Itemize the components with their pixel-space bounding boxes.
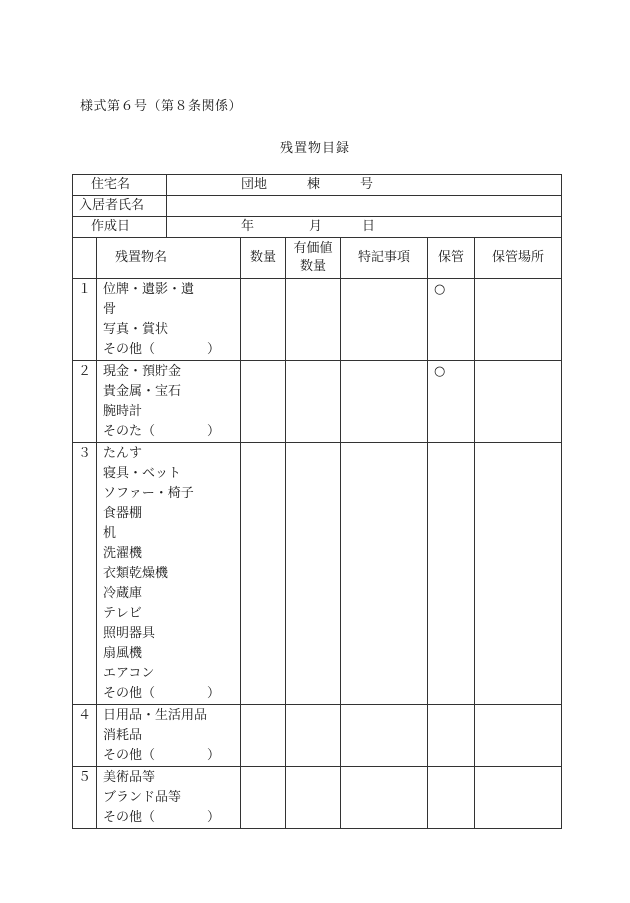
notes-cell[interactable] <box>341 361 428 443</box>
date-value[interactable] <box>167 217 562 238</box>
valued-qty-column-header <box>286 238 341 279</box>
category-row-2 <box>73 361 562 443</box>
date-label: 作成日 <box>73 217 167 238</box>
gou-label: 号 <box>360 177 374 192</box>
qty-cell[interactable] <box>241 705 286 767</box>
qty-column-header: 数量 <box>241 238 286 279</box>
date-row <box>73 217 562 238</box>
document-title: 残置物目録 <box>279 141 350 156</box>
place-column-header: 保管場所 <box>475 238 562 279</box>
qty-cell[interactable] <box>241 279 286 361</box>
item-label: 机 <box>103 526 117 541</box>
item-label: ブランド品等 <box>103 790 182 805</box>
mune-label: 棟 <box>307 177 321 192</box>
keep-cell[interactable] <box>428 279 475 361</box>
item-label: 食器棚 <box>103 506 143 521</box>
item-label: 洗濯機 <box>103 546 143 561</box>
category-number: ３ <box>73 443 97 705</box>
keep-mark: ○ <box>434 282 446 297</box>
occupant-row <box>73 196 562 217</box>
qty-cell[interactable] <box>241 443 286 705</box>
item-label: その他（ ） <box>103 342 221 357</box>
item-label: 照明器具 <box>103 626 156 641</box>
notes-cell[interactable] <box>341 279 428 361</box>
category-row-5 <box>73 767 562 829</box>
place-cell[interactable] <box>475 361 562 443</box>
place-cell[interactable] <box>475 443 562 705</box>
item-label: その他（ ） <box>103 810 221 825</box>
month-label: 月 <box>309 219 323 234</box>
keep-cell[interactable] <box>428 705 475 767</box>
category-items <box>97 767 241 829</box>
valued-qty-cell[interactable] <box>286 279 341 361</box>
place-cell[interactable] <box>475 279 562 361</box>
item-label: 骨 <box>103 302 117 317</box>
keep-cell[interactable] <box>428 443 475 705</box>
occupant-label: 入居者氏名 <box>73 196 167 217</box>
number-column-header <box>73 238 97 279</box>
valued-qty-cell[interactable] <box>286 705 341 767</box>
valued-qty-cell[interactable] <box>286 443 341 705</box>
valued-qty-cell[interactable] <box>286 361 341 443</box>
category-number: ２ <box>73 361 97 443</box>
residence-label: 住宅名 <box>73 175 167 196</box>
category-row-4 <box>73 705 562 767</box>
keep-column-header: 保管 <box>428 238 475 279</box>
item-label: その他（ ） <box>103 748 221 763</box>
day-label: 日 <box>362 219 376 234</box>
keep-mark: ○ <box>434 364 446 379</box>
notes-column-header: 特記事項 <box>341 238 428 279</box>
inventory-table <box>72 174 562 829</box>
category-number: ４ <box>73 705 97 767</box>
item-label: その他（ ） <box>103 686 221 701</box>
valued-qty-cell[interactable] <box>286 767 341 829</box>
year-label: 年 <box>241 219 255 234</box>
item-label: たんす <box>103 446 143 461</box>
residence-row <box>73 175 562 196</box>
category-number: ５ <box>73 767 97 829</box>
category-items <box>97 279 241 361</box>
item-label: 腕時計 <box>103 404 143 419</box>
valued-qty-line2: 数量 <box>300 259 327 274</box>
item-label: 現金・預貯金 <box>103 364 182 379</box>
item-label: ソファー・椅子 <box>103 486 194 501</box>
form-number: 様式第６号（第８条関係） <box>80 99 243 114</box>
qty-cell[interactable] <box>241 361 286 443</box>
item-label: 扇風機 <box>103 646 143 661</box>
occupant-value[interactable] <box>167 196 562 217</box>
valued-qty-line1: 有価値 <box>293 241 333 256</box>
qty-cell[interactable] <box>241 767 286 829</box>
item-label: 寝具・ベット <box>103 466 182 481</box>
item-label: 消耗品 <box>103 728 143 743</box>
residence-value[interactable] <box>167 175 562 196</box>
column-header-row <box>73 238 562 279</box>
keep-cell[interactable] <box>428 361 475 443</box>
notes-cell[interactable] <box>341 767 428 829</box>
item-label: 貴金属・宝石 <box>103 384 182 399</box>
category-items <box>97 705 241 767</box>
item-label: テレビ <box>103 606 142 621</box>
item-column-header: 残置物名 <box>97 238 241 279</box>
item-label: 写真・賞状 <box>103 322 169 337</box>
danchi-label: 団地 <box>241 177 268 192</box>
category-row-1 <box>73 279 562 361</box>
item-label: エアコン <box>103 666 155 681</box>
notes-cell[interactable] <box>341 443 428 705</box>
keep-cell[interactable] <box>428 767 475 829</box>
item-label: 冷蔵庫 <box>103 586 143 601</box>
item-label: 日用品・生活用品 <box>103 708 208 723</box>
category-items <box>97 443 241 705</box>
category-number: １ <box>73 279 97 361</box>
category-items <box>97 361 241 443</box>
item-label: 衣類乾燥機 <box>103 566 169 581</box>
item-label: 位牌・遺影・遺 <box>103 282 195 297</box>
place-cell[interactable] <box>475 767 562 829</box>
notes-cell[interactable] <box>341 705 428 767</box>
category-row-3 <box>73 443 562 705</box>
place-cell[interactable] <box>475 705 562 767</box>
item-label: そのた（ ） <box>103 424 221 439</box>
item-label: 美術品等 <box>103 770 156 785</box>
